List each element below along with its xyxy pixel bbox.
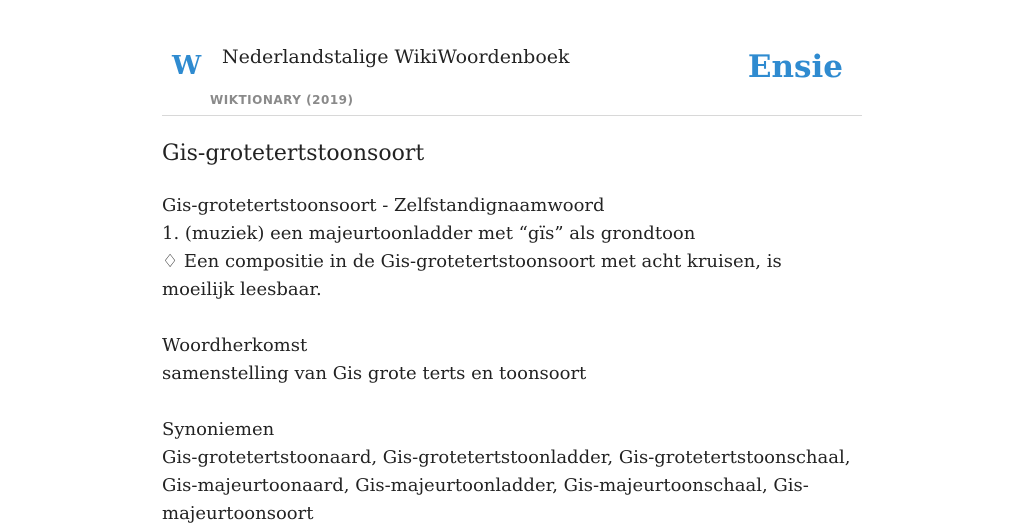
spacer <box>162 304 852 332</box>
source-site-name[interactable]: Nederlandstalige WikiWoordenboek <box>222 46 570 68</box>
etymology-heading: Woordherkomst <box>162 335 308 356</box>
synonyms-heading: Synoniemen <box>162 419 275 440</box>
example-sentence: ♢ Een compositie in de Gis-grotetertstoonsoort met acht kruisen, is moeilijk leesbaar. <box>162 251 782 300</box>
ensie-logo[interactable]: Ensie <box>747 49 843 85</box>
entry-body <box>162 192 852 528</box>
synonyms-text: Gis-grotetertstoonaard, Gis-grotetertstoonladder, Gis-grotetertstoonschaal, Gis-majeurtoonaard, Gis-majeurtoonladder, Gis-majeurtoonschaal, Gis-majeurtoonsoort <box>162 447 851 524</box>
definition-item: 1. (muziek) een majeurtoonladder met “gïs” als grondtoon <box>162 223 696 244</box>
etymology-text: samenstelling van Gis grote terts en toonsoort <box>162 363 587 384</box>
page-title: Gis-grotetertstoonsoort <box>162 141 425 166</box>
source-label: WIKTIONARY (2019) <box>210 93 354 107</box>
spacer <box>162 388 852 416</box>
definition-header: Gis-grotetertstoonsoort - Zelfstandignaamwoord <box>162 195 605 216</box>
wiktionary-logo-icon[interactable]: W <box>172 51 202 81</box>
site-header <box>162 0 862 116</box>
